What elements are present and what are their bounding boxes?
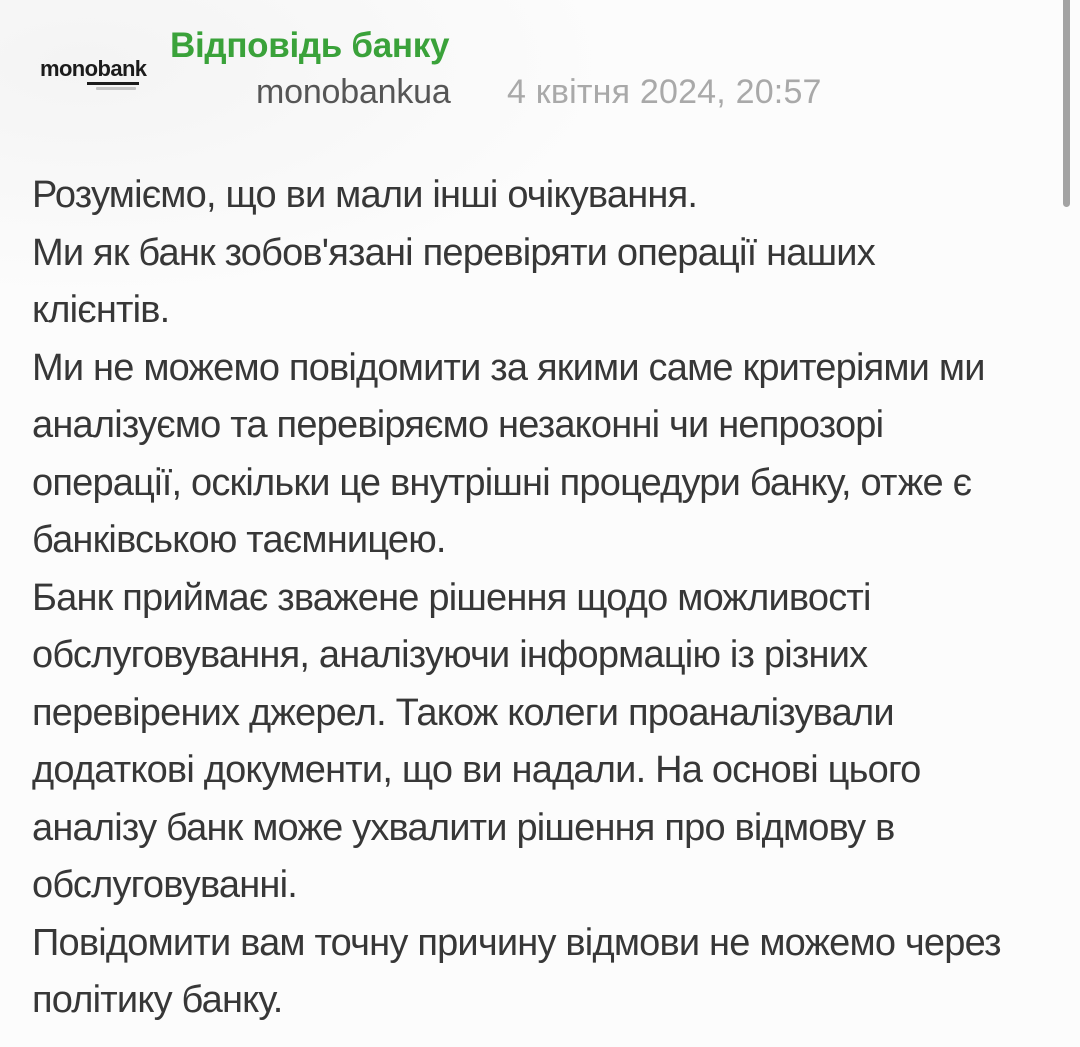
message-line: перевірених джерел. Також колеги проаналізували [32,691,894,734]
message-line: клієнтів. [32,289,170,331]
message-line: Повідомити вам точну причину відмови не можемо через [32,921,1001,964]
message-line: операції, оскільки це внутрішні процедури банку, отже є [32,461,972,504]
message-line: Ми не можемо повідомити за якими саме критеріями ми [32,346,985,389]
scrollbar-thumb[interactable] [1063,0,1070,207]
message-line: банківською таємницею. [32,519,446,561]
reply-message-body [32,167,1060,1030]
reply-timestamp: 4 квітня 2024, 20:57 [507,73,822,111]
monobank-logo [40,58,146,80]
bank-reply-title: Відповідь банку [170,26,450,65]
message-line: обслуговуванні. [32,864,298,906]
message-line: політику банку. [32,979,283,1021]
logo-subtext-smudge [96,87,136,90]
message-line: Розуміємо, що ви мали інші очікування. [32,174,698,216]
logo-underline [87,82,139,85]
monobank-logo-text: monobank [40,56,147,81]
message-line: обслуговування, аналізуючи інформацію із різних [32,634,868,676]
message-line: аналізуємо та перевіряємо незаконні чи непрозорі [32,404,884,446]
message-line: аналізу банк може ухвалити рішення про відмову в [32,806,895,849]
message-line: Банк приймає зважене рішення щодо можливості [32,576,871,619]
message-line: додаткові документи, що ви надали. На основі цього [32,749,921,791]
message-line: Ми як банк зобов'язані перевіряти операції наших [32,231,875,274]
author-username[interactable]: monobankua [256,73,451,111]
